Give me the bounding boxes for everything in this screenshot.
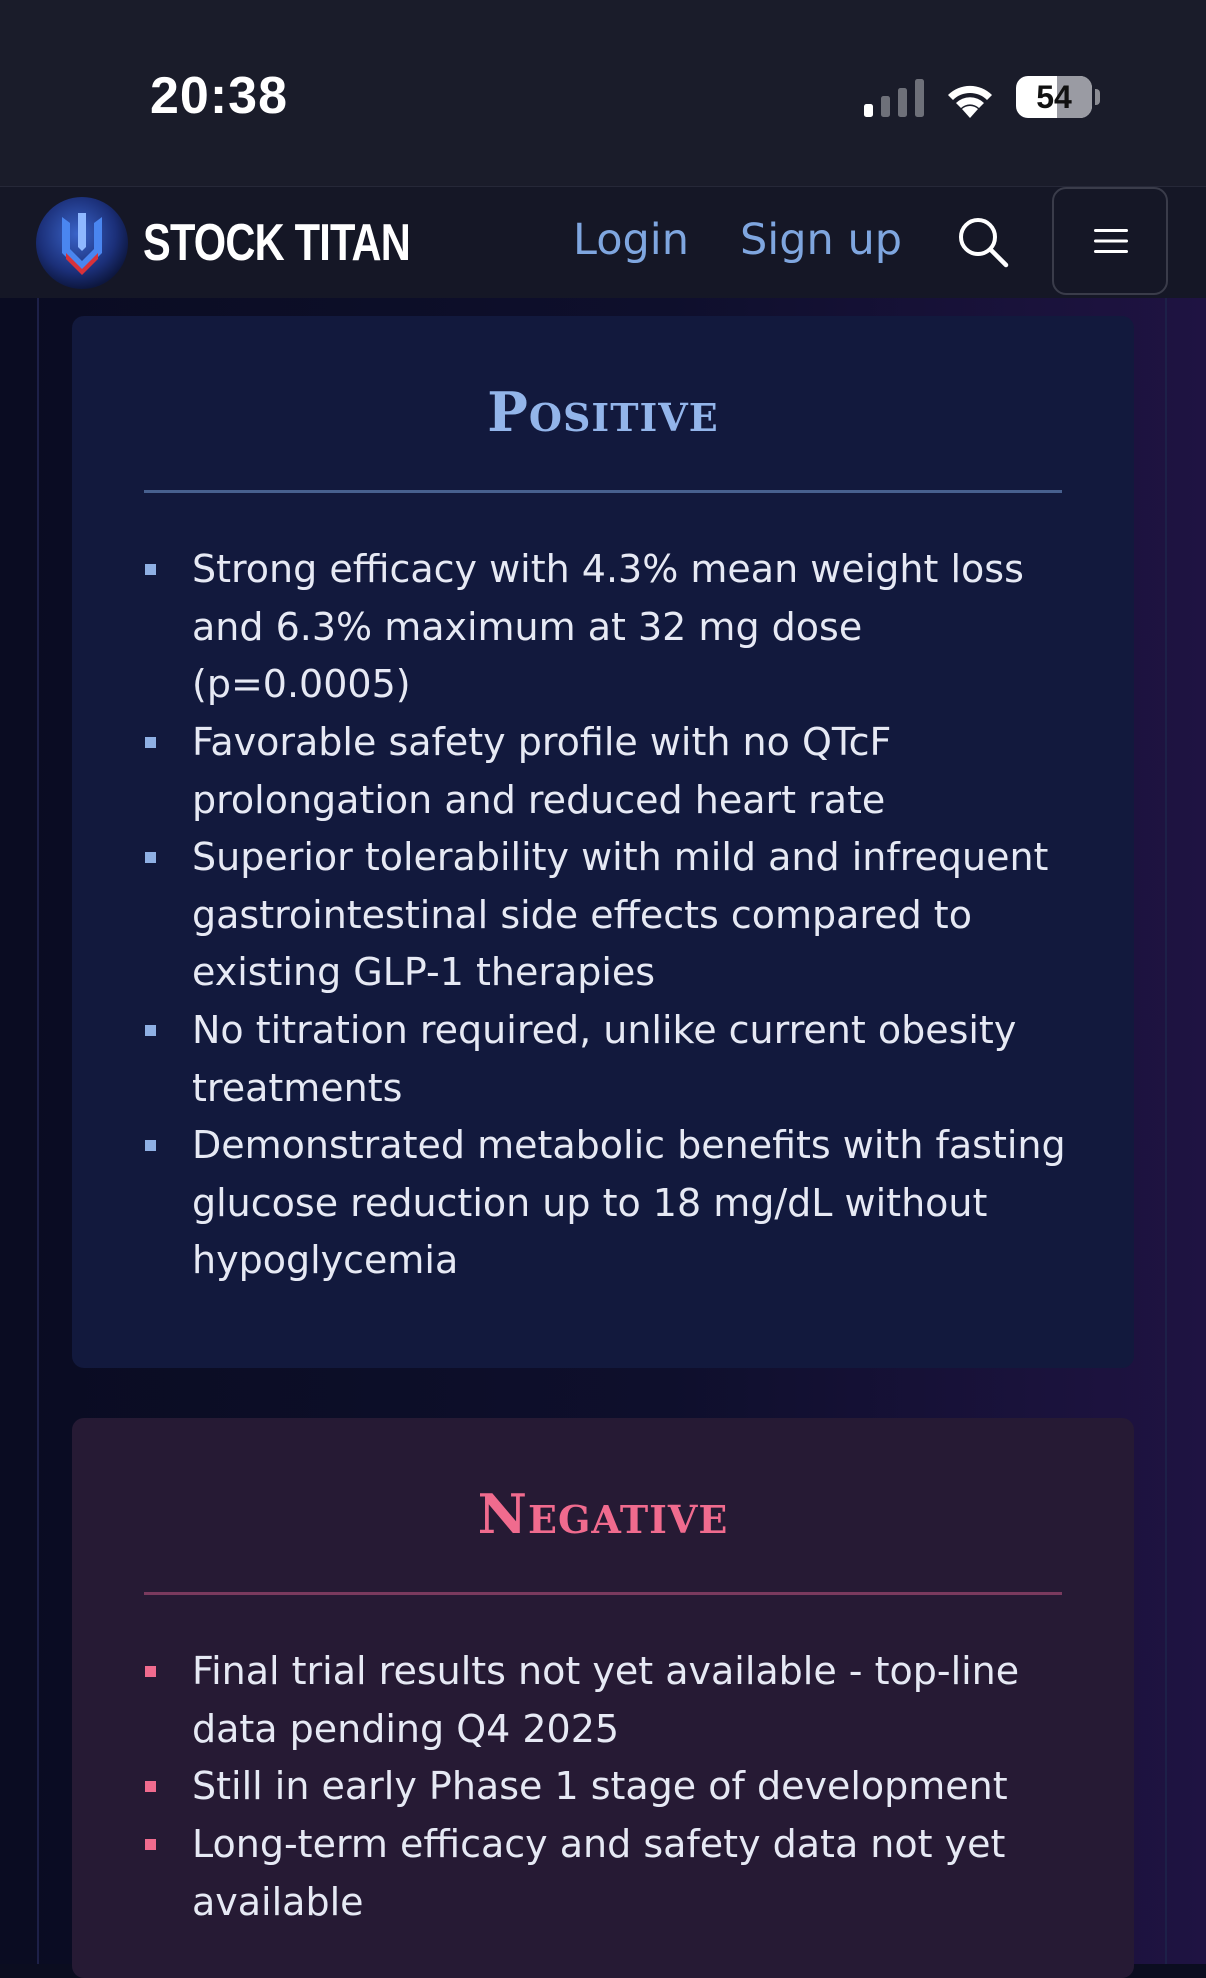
list-item: [192, 1117, 1092, 1290]
status-bar: [0, 0, 1206, 186]
list-item-text: Long-term efficacy and safety data not yet available: [192, 1822, 1006, 1924]
list-item-text: Favorable safety profile with no QTcF prolongation and reduced heart rate: [192, 720, 892, 822]
brand-name[interactable]: STOCK TITAN: [143, 214, 410, 272]
list-item: [192, 541, 1092, 714]
list-item: [192, 1002, 1092, 1117]
list-item-text: Final trial results not yet available - top-line data pending Q4 2025: [192, 1649, 1020, 1751]
stock-titan-logo-icon[interactable]: [34, 195, 130, 291]
list-item-text: Strong efficacy with 4.3% mean weight loss and 6.3% maximum at 32 mg dose (p=0.0005): [192, 547, 1024, 706]
list-item: [192, 1758, 1092, 1816]
positive-title: Positive: [487, 380, 719, 444]
negative-title: Negative: [477, 1482, 729, 1546]
bullet-square-icon: [145, 1781, 156, 1792]
bullet-square-icon: [145, 1839, 156, 1850]
bullet-square-icon: [145, 1140, 156, 1151]
bullet-square-icon: [145, 1025, 156, 1036]
negative-card: [72, 1418, 1134, 1978]
battery-icon: [1016, 76, 1102, 118]
menu-button[interactable]: [1052, 187, 1168, 295]
positive-divider: [144, 490, 1062, 493]
list-item-text: Still in early Phase 1 stage of development: [192, 1764, 1008, 1808]
bullet-square-icon: [145, 1666, 156, 1677]
list-item: [192, 1816, 1092, 1931]
positive-card: [72, 316, 1134, 1368]
list-item-text: Demonstrated metabolic benefits with fasting glucose reduction up to 18 mg/dL without hypoglycemia: [192, 1123, 1066, 1282]
bullet-square-icon: [145, 852, 156, 863]
search-icon[interactable]: [954, 213, 1010, 269]
status-time: 20:38: [150, 67, 288, 125]
list-item-text: No titration required, unlike current obesity treatments: [192, 1008, 1017, 1110]
login-link[interactable]: Login: [573, 215, 690, 265]
list-item: [192, 1643, 1092, 1758]
bullet-square-icon: [145, 564, 156, 575]
bullet-square-icon: [145, 737, 156, 748]
main-content: [0, 298, 1206, 1964]
list-item: [192, 714, 1092, 829]
negative-divider: [144, 1592, 1062, 1595]
list-item: [192, 829, 1092, 1002]
list-item-text: Superior tolerability with mild and infrequent gastrointestinal side effects compared to existing GLP-1 therapies: [192, 835, 1049, 994]
wifi-icon: [944, 76, 996, 120]
top-nav-bar: [0, 186, 1206, 299]
signup-link[interactable]: Sign up: [740, 215, 903, 265]
cellular-signal-icon: [862, 78, 924, 118]
battery-level: 54: [1036, 79, 1072, 115]
hamburger-menu-icon: [1094, 226, 1128, 256]
